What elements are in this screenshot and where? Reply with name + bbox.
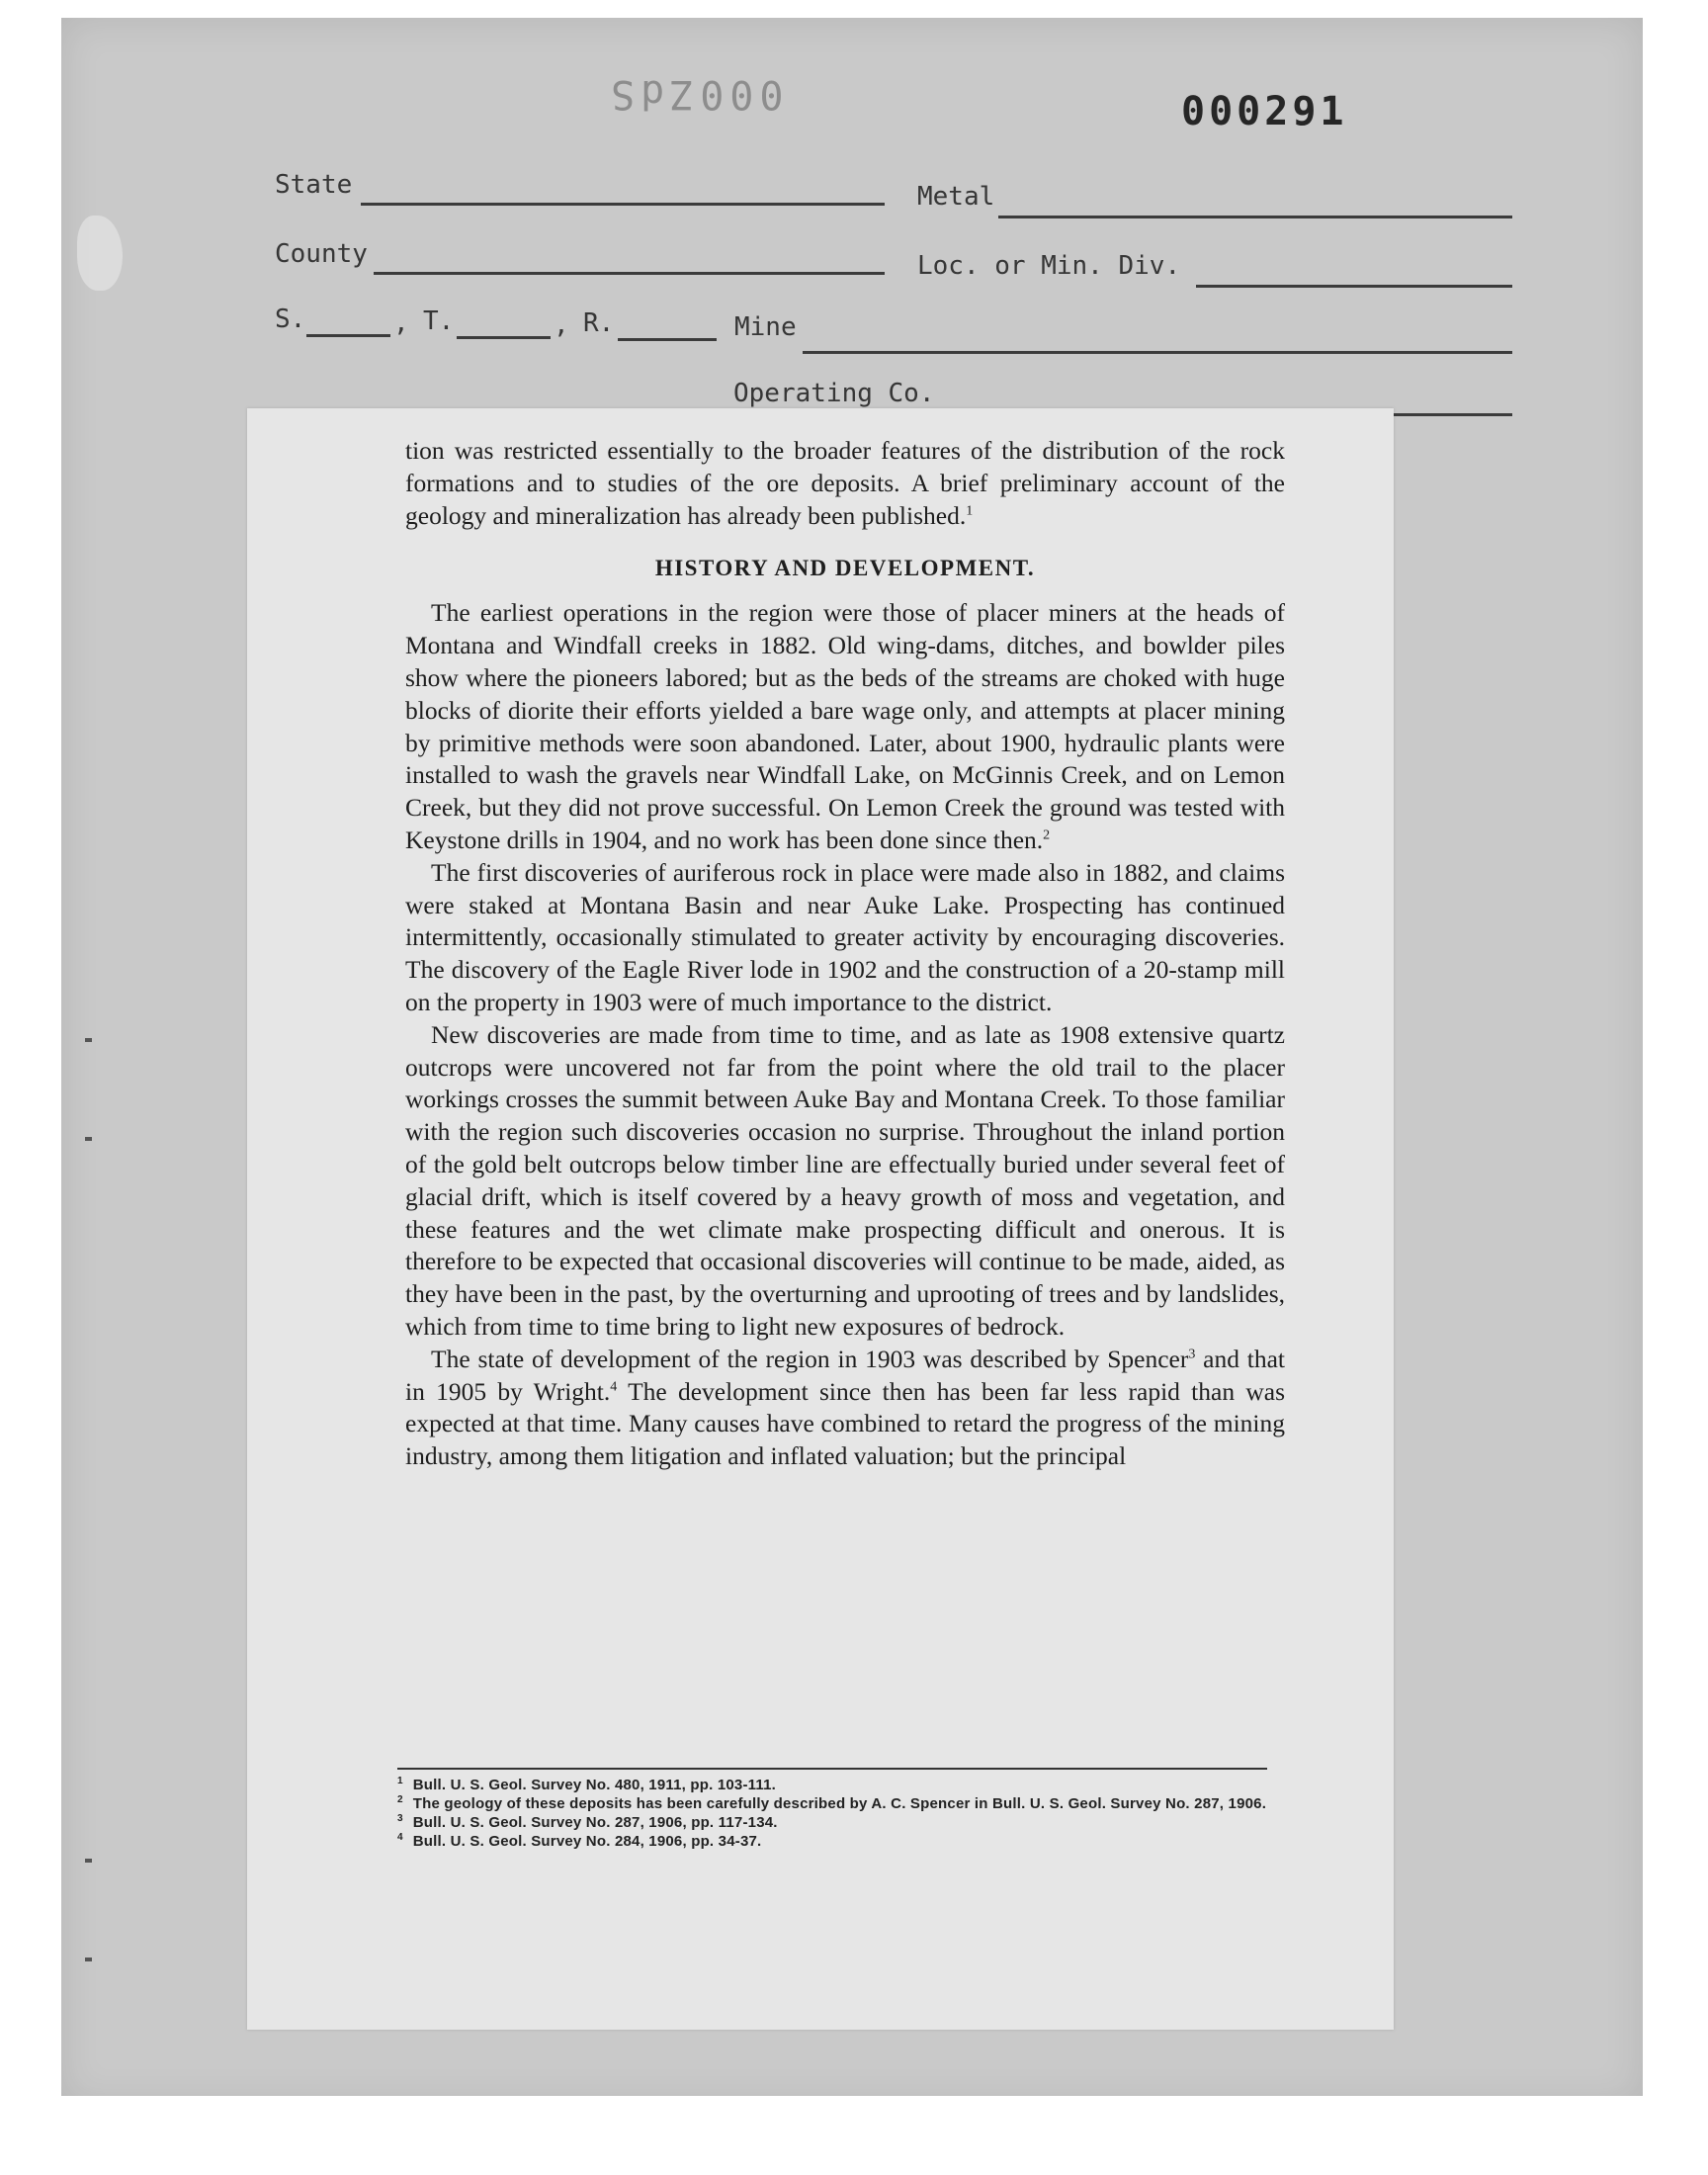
- section-label: S.: [275, 304, 306, 334]
- edge-mark: [85, 1038, 92, 1042]
- paragraph-4: The state of development of the region in 1903 was described by Spencer$^3$ and that in 1905 by Wright.$^4$ The development since then has been far less rapid than was expected at that time. Many causes have combined to retard the progress of the mining industry, among them litigation and inflated valuation; but the principal: [405, 1344, 1286, 1471]
- paragraph-1: The earliest operations in the region were those of placer miners at the heads of Montana and Windfall creeks in 1882. Old wing-dams, ditches, and bowlder piles show where the pioneers labored; but as the beds of the streams are choked with huge blocks of diorite their efforts yielded a bare wage only, and attempts at placer mining by primitive methods were soon abandoned. Later, about 1900, hydraulic plants were installed to wash the gravels near Windfall Lake, on McGinnis Creek, and on Lemon Creek, but they did not prove successful. On Lemon Creek the ground was tested with Keystone drills in 1904, and no work has been done since then.$^2$: [405, 598, 1285, 854]
- county-label: County: [275, 239, 368, 269]
- document-number: 000291: [1181, 89, 1348, 134]
- section-heading: HISTORY AND DEVELOPMENT.: [654, 556, 1036, 581]
- section-field[interactable]: [306, 334, 390, 337]
- scanned-page: 000ZdS 000291 State Metal County Loc. or Min. Div. S. , T. , R. Mine Operating Co. tion was restricted essentially to the broader features of the distribution of the rock formations and to studies of the ore deposits. A brief preliminary account of the geology and mineralization has already been published.$^1$ HISTORY AND DEVELOPMENT. The earliest operations in the region were those of placer miners at the heads of Montana and Windfall creeks in 1882. Old wing-dams, ditches, and bowlder piles show where the pioneers labored; but as the beds of the streams are choked with huge blocks of diorite their efforts yielded a bare wage only, and attempts at placer mining by primitive methods were soon abandoned. Later, about 1900, hydraulic plants were installed to wash the gravels near Windfall Lake, on McGinnis Creek, and on Lemon Creek, but they did not prove successful. On Lemon Creek the ground was tested with Keystone drills in 1904, and no work has been done since then.$^2$ The first discoveries of auriferous rock in place were made also in 1882, and claims were staked at Montana Basin and near Auke Lake. Prospecting has continued intermittently, occasionally stimulated to greater activity by encouraging discoveries. The discovery of the Eagle River lode in 1902 and the construction of a 20-stamp mill on the property in 1903 were of much importance to the district. New discoveries are made from time to time, and as late as 1908 extensive quartz outcrops were uncovered not far from the point where the old trail to the placer workings crosses the summit between Auke Bay and Montana Creek. To those familiar with the region such discoveries occasion no surprise. Throughout the inland portion of the gold belt outcrops below timber line are effectually buried under several feet of glacial drift, which is itself covered by a heavy growth of moss and vegetation, and these features and the wet climate make prospecting difficult and onerous. It is therefore to be expected that occasional discoveries will continue to be made, aided, as they have been in the past, by the overturning and uprooting of trees and by landslides, which from time to time bring to light new exposures of bedrock. The state of development of the region in 1903 was described by Spencer$^3$ and that in 1905 by Wright.$^4$ The development since then has been far less rapid than was expected at that time. Many causes have combined to retard the progress of the mining industry, among them litigation and inflated valuation; but the principal $^1$ Bull. U. S. Geol. Survey No. 480, 1911, pp. 103-111. $^2$ The geology of these deposits has been carefully described by A. C. Spencer in Bull. U. S. Geol. Survey No. 287, 1906. $^3$ Bull. U. S. Geol. Survey No. 287, 1906, pp. 117-134. $^4$ Bull. U. S. Geol. Survey No. 284, 1906, pp. 34-37.: [0, 0, 1708, 2175]
- state-label: State: [275, 170, 353, 200]
- footnote: $^3$ Bull. U. S. Geol. Survey No. 287, 1906, pp. 117-134.: [397, 1813, 778, 1831]
- loc-label: Loc. or Min. Div.: [917, 251, 1181, 281]
- range-field[interactable]: [618, 338, 717, 341]
- intro-paragraph: tion was restricted essentially to the broader features of the distribution of the rock formations and to studies of the ore deposits. A brief preliminary account of the geology and mineralization has already been published.$^1$: [405, 436, 1285, 530]
- operating-co-label: Operating Co.: [733, 379, 935, 408]
- mine-field[interactable]: [803, 351, 1512, 354]
- state-field[interactable]: [361, 203, 885, 206]
- mirrored-stamp-number: 000ZdS: [605, 71, 784, 117]
- edge-mark: [85, 1958, 92, 1961]
- township-label: T.: [423, 306, 455, 336]
- footnotes: [397, 1768, 1267, 1851]
- metal-field[interactable]: [998, 216, 1512, 218]
- footnote: $^2$ The geology of these deposits has been carefully described by A. C. Spencer in Bull. U. S. Geol. Survey No. 287, 1906.: [397, 1794, 1267, 1812]
- edge-mark: [85, 1137, 92, 1141]
- paragraph-2: The first discoveries of auriferous rock in place were made also in 1882, and claims were staked at Montana Basin and near Auke Lake. Prospecting has continued intermittently, occasionally stimulated to greater activity by encouraging discoveries. The discovery of the Eagle River lode in 1902 and the construction of a 20-stamp mill on the property in 1903 were of much importance to the district.: [405, 857, 1285, 1016]
- article-text: [405, 435, 1285, 1473]
- scan-margin: [0, 2096, 1708, 2175]
- loc-field[interactable]: [1196, 285, 1512, 288]
- edge-mark: [85, 1859, 92, 1863]
- paragraph-3: New discoveries are made from time to time, and as late as 1908 extensive quartz outcrops were uncovered not far from the point where the old trail to the placer workings crosses the summit between Auke Bay and Montana Creek. To those familiar with the region such discoveries occasion no surprise. Throughout the inland portion of the gold belt outcrops below timber line are effectually buried under several feet of glacial drift, which is itself covered by a heavy growth of moss and vegetation, and these features and the wet climate make prospecting difficult and onerous. It is therefore to be expected that occasional discoveries will continue to be made, aided, as they have been in the past, by the overturning and uprooting of trees and by landslides, which from time to time bring to light new exposures of bedrock.: [405, 1019, 1285, 1341]
- township-field[interactable]: [457, 336, 551, 339]
- footnote: $^1$ Bull. U. S. Geol. Survey No. 480, 1911, pp. 103-111.: [397, 1776, 777, 1793]
- county-field[interactable]: [374, 272, 885, 275]
- range-label: R.: [583, 308, 615, 338]
- metal-label: Metal: [917, 182, 995, 212]
- footnote: $^4$ Bull. U. S. Geol. Survey No. 284, 1906, pp. 34-37.: [397, 1832, 762, 1850]
- mine-label: Mine: [734, 312, 797, 342]
